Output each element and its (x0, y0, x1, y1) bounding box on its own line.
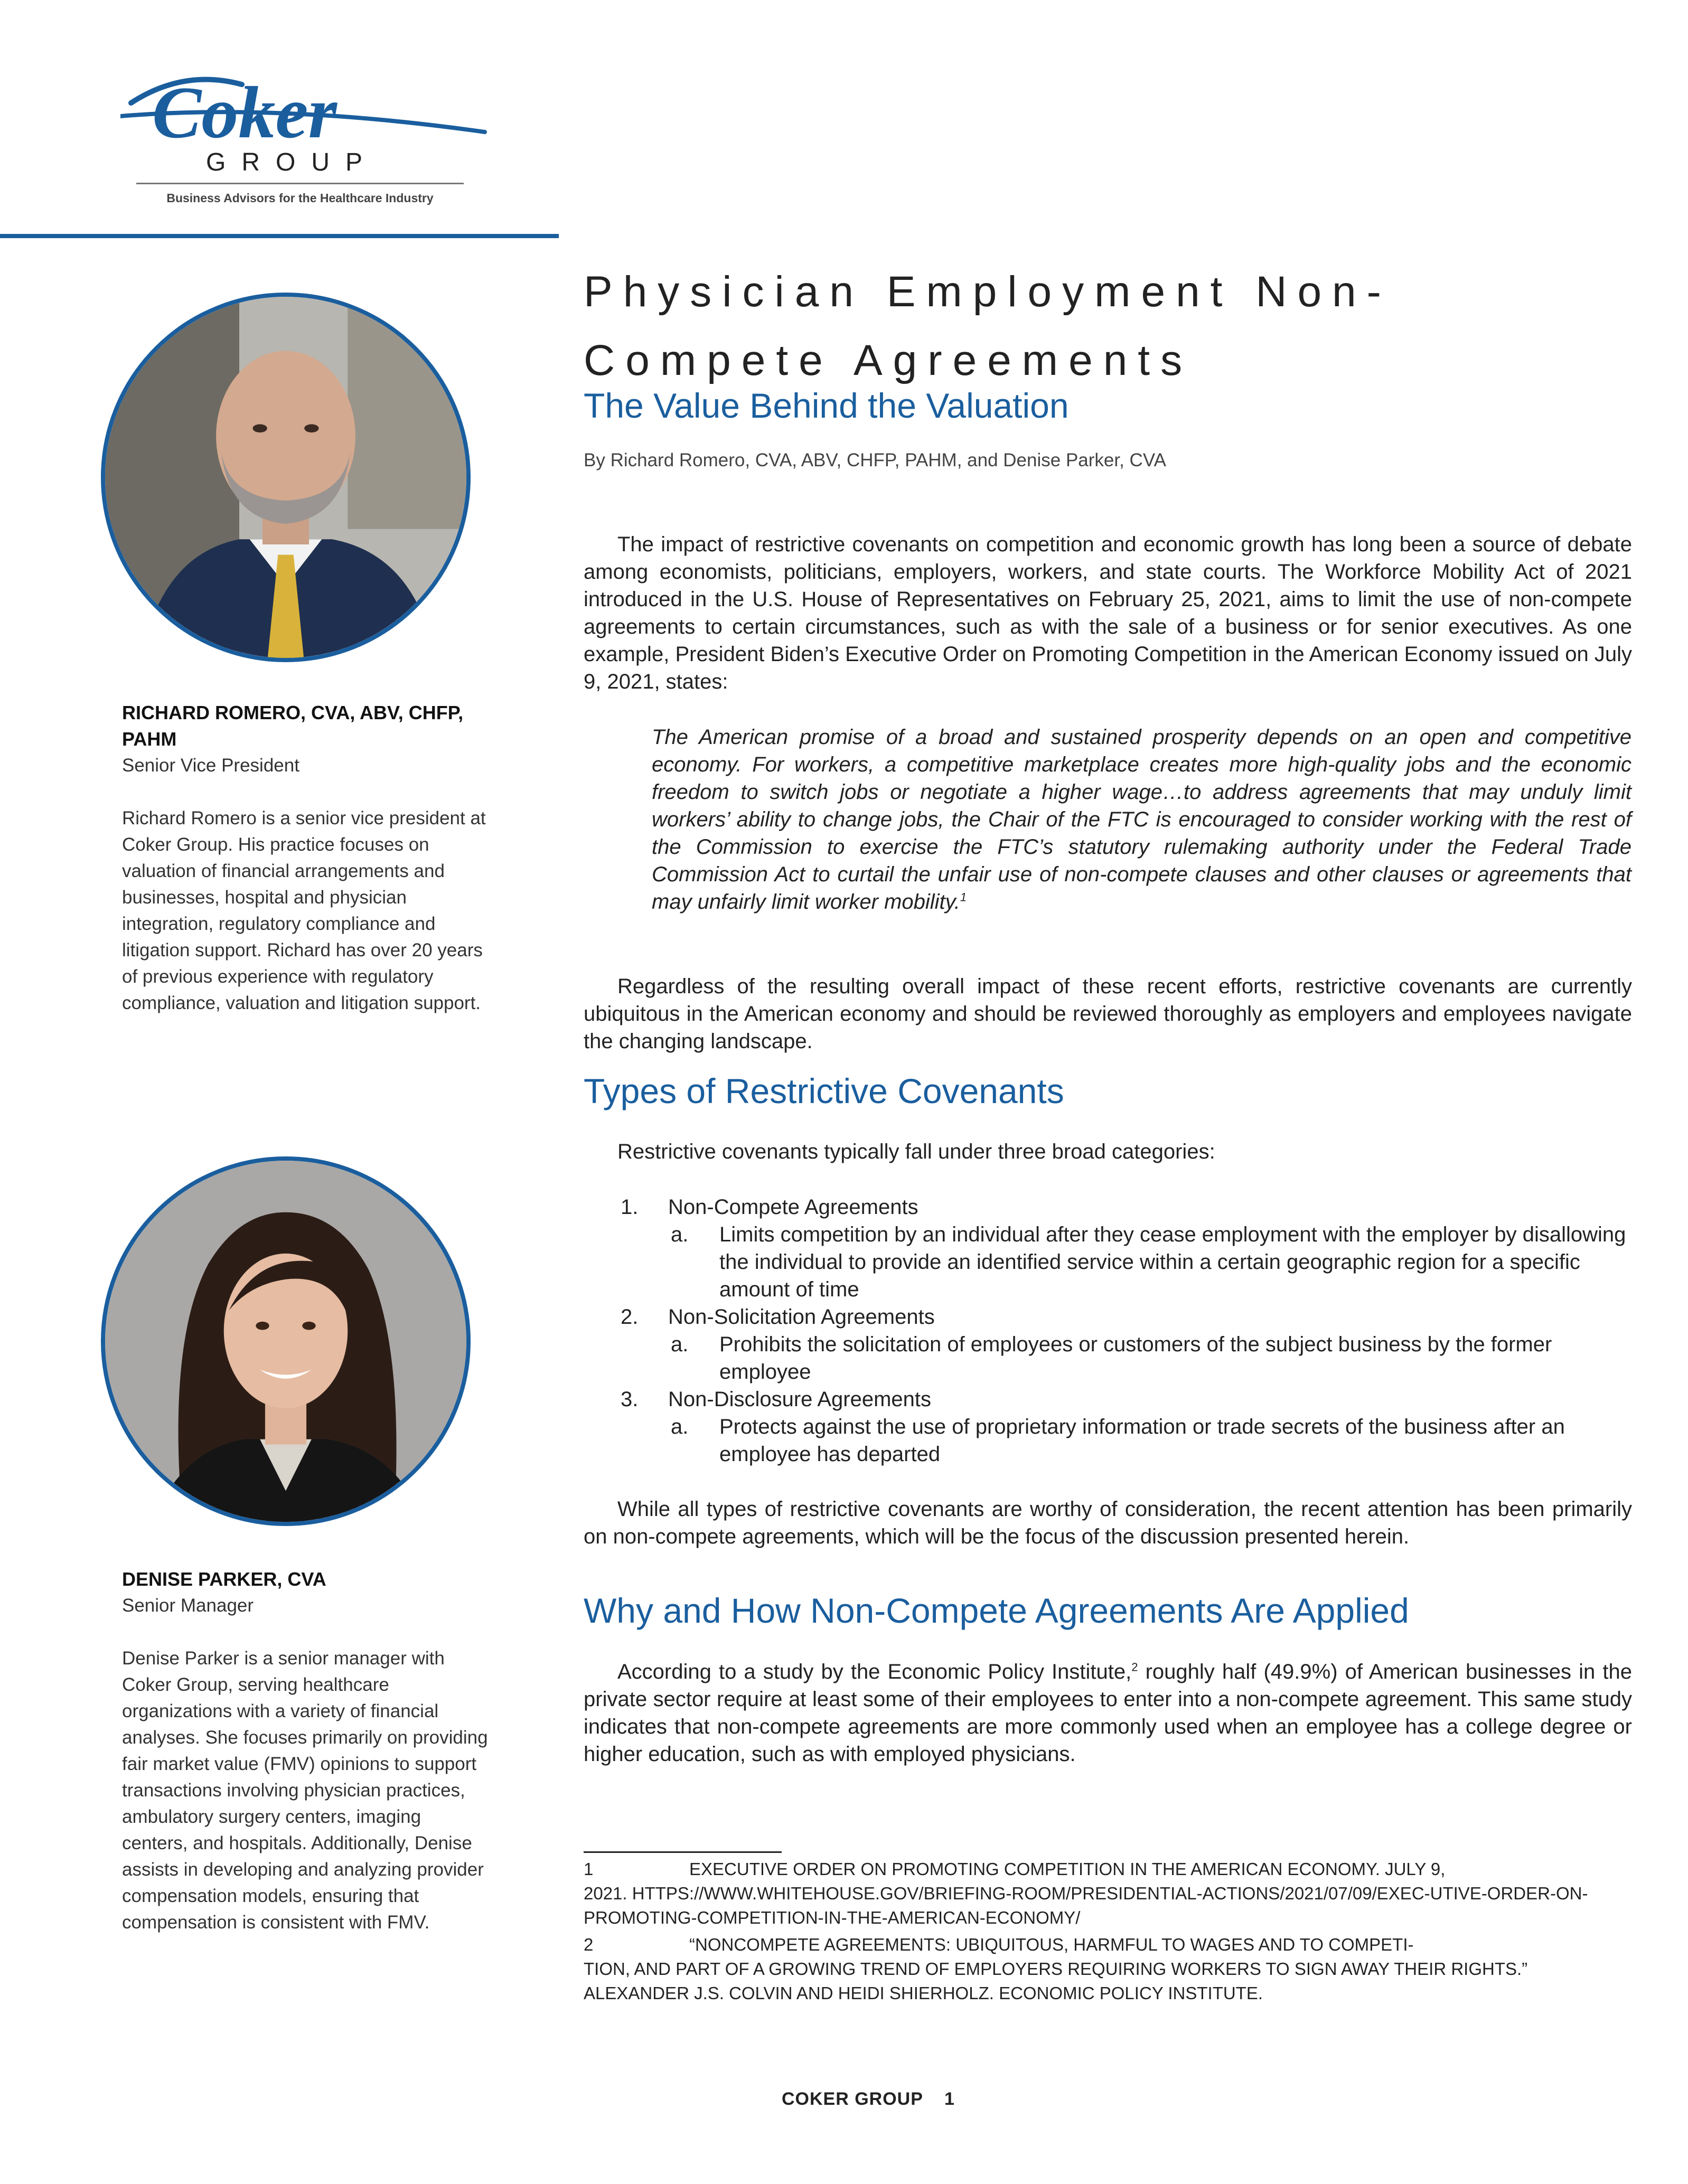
block-quote (652, 723, 1631, 916)
quote-text: The American promise of a broad and sustained prosperity depends on an open and competitive economy. For workers, a competitive marketplace creates more high-quality jobs and the economic freedom to switch jobs or negotiate a higher wage…to address agreements that may unduly limit workers’ ability to change jobs, the Chair of the FTC is encouraged to consider working with the rest of the Commission to exercise the FTC’s statutory rulemaking authority under the Federal Trade Commission Act to curtail the unfair use of non-compete clauses and other clauses or agreements that may unfairly limit worker mobility. (652, 726, 1631, 914)
footnote-text: EXECUTIVE ORDER ON PROMOTING COMPETITION IN THE AMERICAN ECONOMY. JULY 9, (689, 1859, 1446, 1879)
list-subtext: Protects against the use of proprietary information or trade secrets of the business after an employee has departed (719, 1415, 1565, 1466)
paragraph-intro: The impact of restrictive covenants on competition and economic growth has long been a source of debate among economists, politicians, employers, workers, and state courts. The Workforce Mobility Act of 2021 introduced in the U.S. House of Representatives on February 25, 2021, aims to limit the use of non-compete agreements to certain circumstances, such as with the sale of a business or for senior executives. As one example, President Biden’s Executive Order on Promoting Competition in the American Economy issued on July 9, 2021, states: (584, 533, 1632, 693)
list-subtext: Prohibits the solicitation of employees or customers of the subject business by the former employee (719, 1333, 1552, 1383)
section-heading-why: Why and How Non-Compete Agreements Are Applied (584, 1591, 1409, 1630)
footnote-text: “NONCOMPETE AGREEMENTS: UBIQUITOUS, HARMFUL TO WAGES AND TO COMPETI- (689, 1935, 1414, 1954)
list-label: Non-Disclosure Agreements (668, 1388, 931, 1411)
author-description: Denise Parker is a senior manager with Coker Group, serving healthcare organizations with a variety of financial analyses. She focuses primarily on providing fair market value (FMV) opinions to support transactions involving physician practices, ambulatory surgery centers, imaging centers, and hospitals. Additionally, Denise assists in developing and analyzing provider compensation models, ensuring that compensation is consistent with FMV. (122, 1648, 488, 1933)
author-name: RICHARD ROMERO, CVA, ABV, CHFP, PAHM (122, 702, 464, 750)
author-description: Richard Romero is a senior vice president at Coker Group. His practice focuses on valuation of financial arrangements and businesses, hospital and physician integration, regulatory compliance and litigation support. Richard has over 20 years of previous experience with regulatory compliance, valuation and litigation support. (122, 808, 486, 1013)
list-label: Non-Compete Agreements (668, 1195, 918, 1219)
author-role: Senior Manager (122, 1595, 254, 1616)
footnote-number: 1 (584, 1859, 594, 1879)
article-title: Physician Employment Non-Compete Agreements (584, 268, 1392, 384)
sidebar-divider (0, 234, 559, 238)
list-subitem (584, 1221, 1632, 1303)
logo-wordmark: Coker (152, 72, 337, 154)
list-letter: a. (671, 1415, 689, 1438)
footnote-number: 2 (584, 1935, 594, 1954)
list-subitem (584, 1413, 1632, 1468)
logo-group-text: GROUP (205, 148, 378, 176)
paragraph-categories-intro: Restrictive covenants typically fall under three broad categories: (617, 1140, 1215, 1163)
page-number: 1 (944, 2089, 954, 2109)
list-number: 2. (621, 1305, 639, 1329)
list-item (584, 1193, 1632, 1221)
list-subitem (584, 1331, 1632, 1386)
list-subtext: Limits competition by an individual after they cease employment with the employer by disallowing the individual to provide an identified service within a certain geographic region for a specific amount of time (719, 1223, 1626, 1301)
footnote-ref[interactable]: 1 (960, 890, 967, 904)
author-role: Senior Vice President (122, 755, 299, 776)
author-name: DENISE PARKER, CVA (122, 1568, 326, 1590)
portrait-illustration (105, 1161, 466, 1522)
logo-tagline: Business Advisors for the Healthcare Industry (166, 191, 434, 205)
footnote-divider (584, 1851, 782, 1853)
article-subtitle: The Value Behind the Valuation (584, 386, 1069, 425)
footnote-text: TION, AND PART OF A GROWING TREND OF EMPLOYERS REQUIRING WORKERS TO SIGN AWAY THEIR RIGHTS.” ALEXANDER J.S. COLVIN AND HEIDI SHIERHOLZ. ECONOMIC POLICY INSTITUTE. (584, 1959, 1528, 2003)
footnote-ref[interactable]: 2 (1131, 1660, 1138, 1674)
list-item (584, 1303, 1632, 1331)
list-letter: a. (671, 1223, 689, 1246)
list-number: 3. (621, 1388, 639, 1411)
covenant-list (584, 1193, 1632, 1468)
coker-logo (120, 53, 490, 211)
footnote-text: 2021. HTTPS://WWW.WHITEHOUSE.GOV/BRIEFING-ROOM/PRESIDENTIAL-ACTIONS/2021/07/09/EXEC-UTIVE-ORDER-ON-PROMOTING-COMPETITION-IN-THE-AMERICAN-ECONOMY/ (584, 1884, 1588, 1927)
paragraph-text: According to a study by the Economic Policy Institute, (617, 1660, 1132, 1683)
paragraph-focus: While all types of restrictive covenants are worthy of consideration, the recent attention has been primarily on non-compete agreements, which will be the focus of the discussion presented herein. (584, 1498, 1632, 1548)
section-heading-types: Types of Restrictive Covenants (584, 1071, 1064, 1110)
list-item (584, 1386, 1632, 1413)
footnote-2 (584, 1933, 1632, 2006)
author-photo-denise-parker (101, 1156, 471, 1526)
author-bio-denise-parker (122, 1566, 492, 1936)
list-number: 1. (621, 1195, 639, 1219)
paragraph-landscape: Regardless of the resulting overall impact of these recent efforts, restrictive covenants are currently ubiquitous in the American economy and should be reviewed thoroughly as employers and employees navigate the changing landscape. (584, 975, 1632, 1053)
author-bio-richard-romero (122, 700, 492, 1016)
list-label: Non-Solicitation Agreements (668, 1305, 935, 1329)
paragraph-text: roughly half (49.9%) of American businesses in the private sector require at least some of their employees to enter into a non-compete agreement. This same study indicates that non-compete agreements are more commonly used when an employee has a college degree or higher education, such as with employed physicians. (584, 1660, 1632, 1766)
footer-organization: COKER GROUP (782, 2089, 923, 2109)
logo-divider (136, 183, 464, 184)
footnote-1 (584, 1857, 1632, 1930)
portrait-illustration (105, 297, 466, 658)
article-byline: By Richard Romero, CVA, ABV, CHFP, PAHM, and Denise Parker, CVA (584, 450, 1166, 470)
paragraph-study (584, 1658, 1632, 1768)
list-letter: a. (671, 1333, 689, 1356)
author-photo-richard-romero (101, 293, 471, 662)
